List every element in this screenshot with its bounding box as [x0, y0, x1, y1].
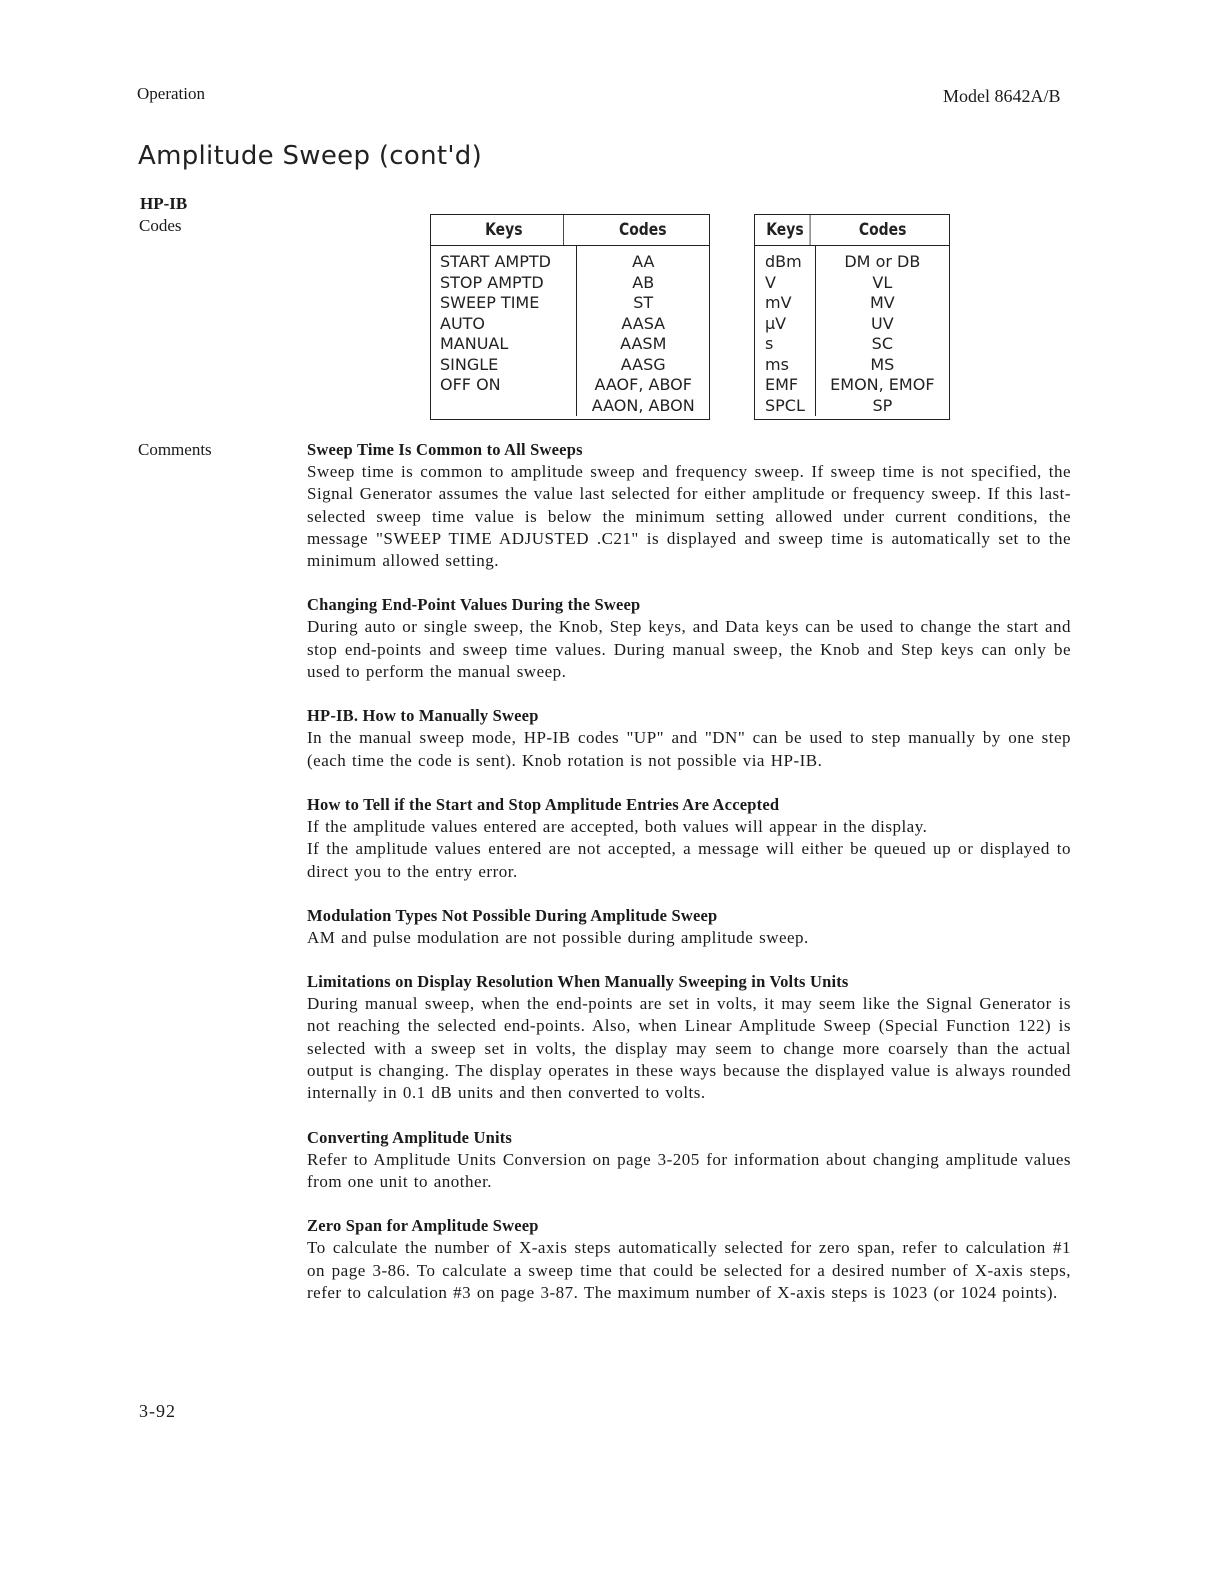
codes-column — [816, 246, 949, 416]
comment-body: Sweep time is common to amplitude sweep and frequency sweep. If sweep time is not specified, the Signal Generator assumes the value last selected for either amplitude or frequency sweep. If this last-selected sweep time value is below the minimum setting allowed under current conditions, the message "SWEEP TIME ADJUSTED .C21" is displayed and sweep time is automatically set to the minimum allowed setting. — [307, 462, 1071, 571]
key-cell: OFF ON — [440, 375, 501, 394]
comment-body: To calculate the number of X-axis steps automatically selected for zero span, refer to calculation #1 on page 3-86. To calculate a sweep time that could be selected for a desired number of X-axis steps, refer to calculation #3 on page 3-87. The maximum number of X-axis steps is 1023 (or 1024 points). — [307, 1238, 1071, 1302]
codes-column — [577, 246, 709, 416]
code-cell: AB — [632, 272, 655, 292]
codes-table-functions — [430, 214, 710, 420]
comment-body: During manual sweep, when the end-points are set in volts, it may seem like the Signal Generator is not reaching the selected end-points. Also, when Linear Amplitude Sweep (Special Function 122) is selected with a sweep set in volts, the display may seem to change more coarsely than the actual output is changing. The display operates in these ways because the displayed value is always rounded internally in 0.1 dB units and then converted to volts. — [307, 994, 1071, 1103]
key-cell: V — [765, 272, 776, 292]
key-cell: SWEEP TIME — [440, 293, 540, 312]
sidebar-comments-label: Comments — [138, 440, 212, 459]
comment-body: If the amplitude values entered are not accepted, a message will either be queued up or displayed to direct you to the entry error. — [307, 839, 1071, 881]
comment-body: AM and pulse modulation are not possible during amplitude sweep. — [307, 927, 809, 947]
code-cell: AA — [632, 252, 655, 271]
comment-title: How to Tell if the Start and Stop Amplitude Entries Are Accepted — [307, 794, 780, 814]
code-cell: AASG — [620, 354, 666, 374]
key-cell: START AMPTD — [440, 252, 551, 271]
table-body — [431, 246, 709, 416]
comment-title: HP-IB. How to Manually Sweep — [307, 706, 539, 726]
comment-block — [307, 439, 1071, 572]
key-cell: SINGLE — [440, 354, 499, 374]
running-header-left: Operation — [137, 84, 205, 103]
key-cell: dBm — [765, 252, 802, 271]
section-title: Amplitude Sweep (cont'd) — [138, 141, 483, 171]
keys-column — [755, 246, 816, 416]
table-body — [755, 246, 949, 416]
code-cell: VL — [872, 272, 893, 292]
comment-body: In the manual sweep mode, HP-IB codes "UP" and "DN" can be used to step manually by one step (each time the code is sent). Knob rotation is not possible via HP-IB. — [307, 728, 1071, 770]
comment-block — [307, 1215, 1071, 1304]
code-cell: EMON, EMOF — [830, 375, 935, 394]
key-cell: AUTO — [440, 313, 486, 333]
codes-table-units — [754, 214, 950, 420]
header-codes: Codes — [858, 220, 907, 240]
code-cell: SC — [871, 334, 893, 353]
code-cell: DM or DB — [844, 252, 921, 271]
comments-section — [307, 439, 1071, 1326]
key-cell: STOP AMPTD — [440, 272, 544, 292]
comment-title: Converting Amplitude Units — [307, 1127, 513, 1147]
comment-body: Refer to Amplitude Units Conversion on page 3-205 for information about changing amplitude values from one unit to another. — [307, 1149, 1071, 1191]
header-codes: Codes — [619, 220, 668, 240]
comment-title: Zero Span for Amplitude Sweep — [307, 1216, 539, 1236]
code-cell: AASM — [620, 334, 667, 353]
key-cell — [431, 396, 576, 417]
comment-block — [307, 705, 1071, 772]
key-cell: mV — [765, 293, 792, 312]
key-cell: s — [765, 334, 774, 353]
code-cell: SP — [872, 395, 893, 415]
comment-block — [307, 905, 1071, 949]
code-cell: AAOF, ABOF — [594, 375, 692, 394]
code-cell: ST — [633, 293, 654, 312]
comment-title: Limitations on Display Resolution When Manually Sweeping in Volts Units — [307, 972, 849, 992]
code-cell: MS — [870, 354, 895, 374]
sidebar-hpib-label: HP-IB — [140, 194, 188, 213]
comment-title: Sweep Time Is Common to All Sweeps — [307, 440, 583, 459]
table-header — [431, 215, 709, 246]
comment-block — [307, 794, 1071, 883]
comment-body: During auto or single sweep, the Knob, Step keys, and Data keys can be used to change the start and stop end-points and sweep time values. During manual sweep, the Knob and Step keys can only be used to perform the manual sweep. — [307, 617, 1071, 682]
table-header — [755, 215, 949, 246]
key-cell: EMF — [765, 375, 799, 394]
comment-block — [307, 594, 1071, 683]
code-cell: AAON, ABON — [591, 395, 695, 415]
key-cell: MANUAL — [440, 334, 509, 353]
comment-block — [307, 1127, 1071, 1194]
comment-title: Modulation Types Not Possible During Amplitude Sweep — [307, 905, 718, 925]
comment-title: Changing End-Point Values During the Sweep — [307, 595, 641, 615]
page-number: 3-92 — [139, 1401, 176, 1421]
sidebar-codes-label: Codes — [139, 216, 182, 235]
comment-block — [307, 971, 1071, 1104]
code-cell: MV — [869, 293, 895, 312]
key-cell: SPCL — [765, 395, 805, 415]
header-keys: Keys — [760, 215, 810, 245]
key-cell: µV — [765, 313, 787, 333]
keys-column — [431, 246, 577, 416]
code-cell: UV — [871, 313, 894, 333]
comment-body: If the amplitude values entered are accepted, both values will appear in the display. — [307, 816, 928, 836]
header-keys: Keys — [444, 215, 564, 245]
key-cell: ms — [765, 354, 789, 374]
running-header-right: Model 8642A/B — [943, 86, 1061, 106]
code-cell: AASA — [621, 313, 666, 333]
